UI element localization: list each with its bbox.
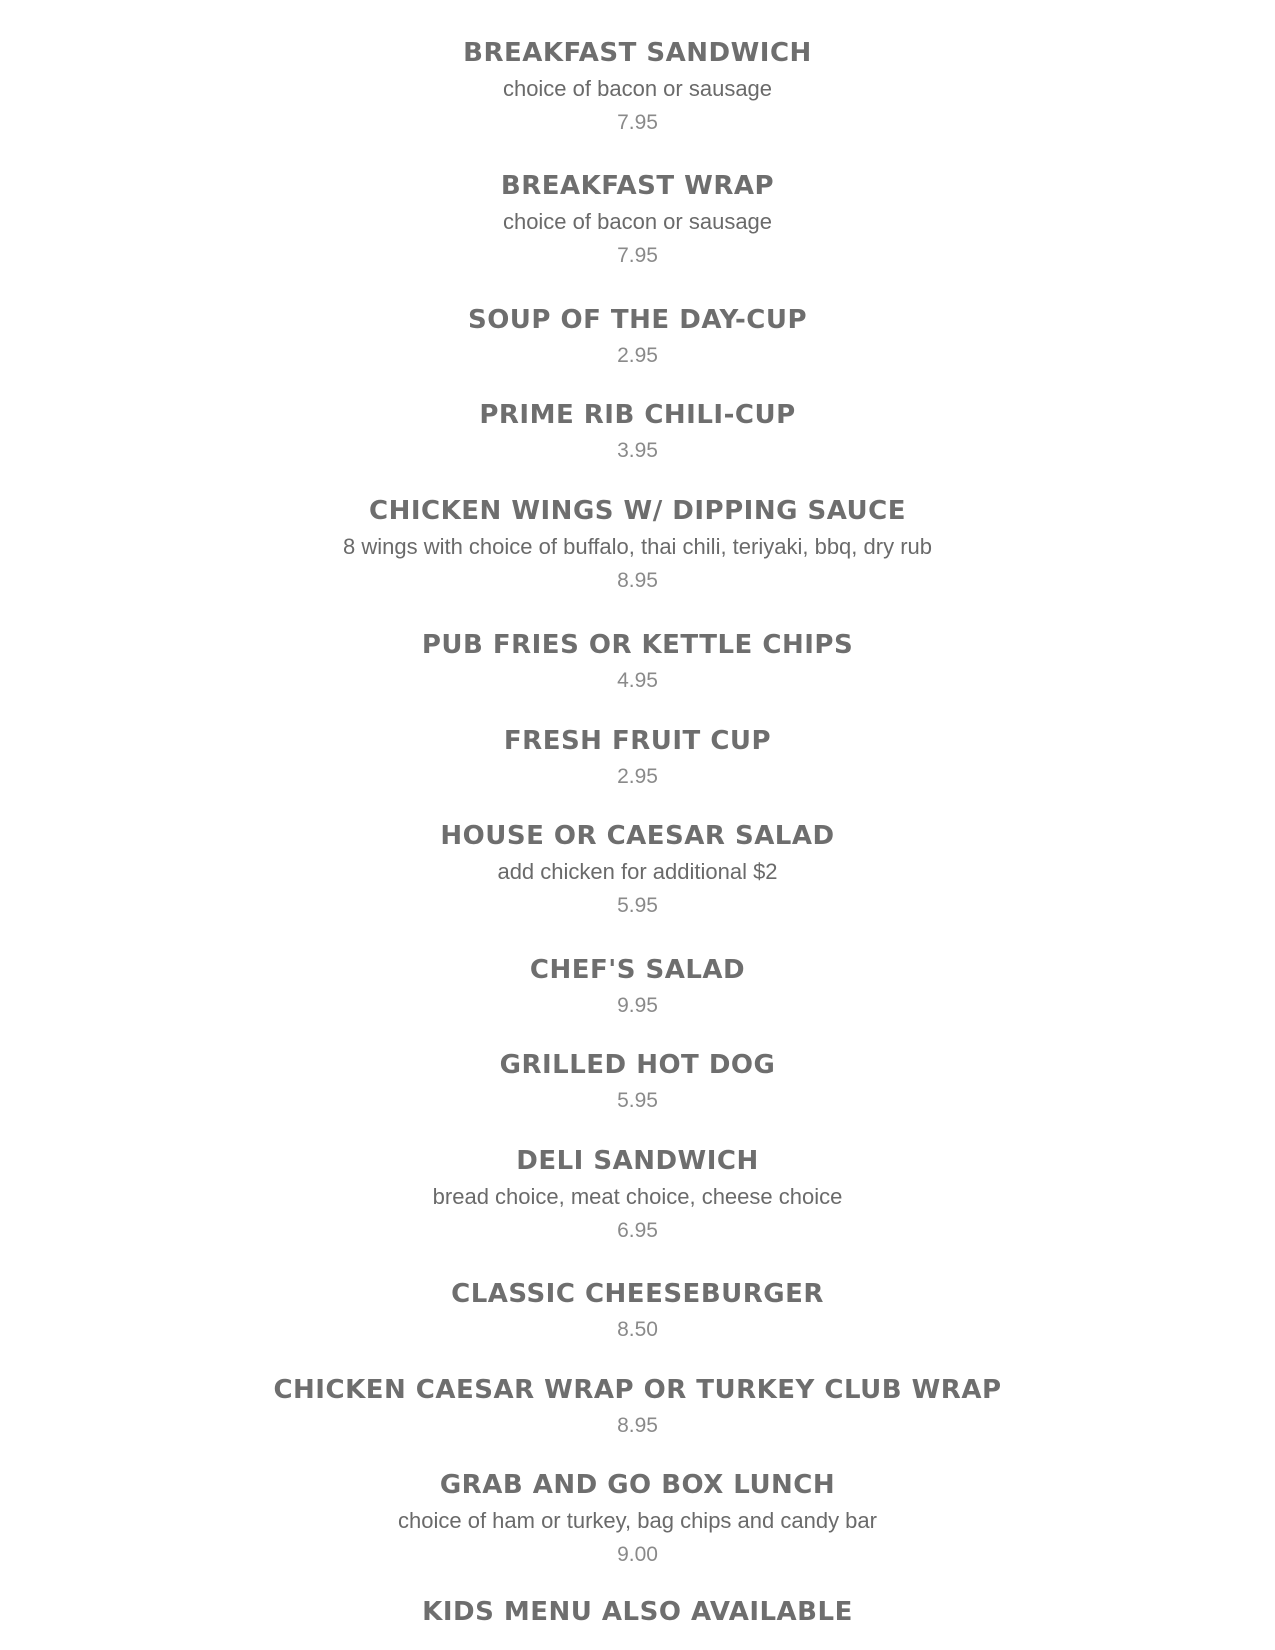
menu-item — [0, 1049, 1275, 1115]
menu-item — [0, 954, 1275, 1020]
item-description: choice of ham or turkey, bag chips and candy bar — [398, 1508, 877, 1533]
item-name: CHICKEN WINGS W/ DIPPING SAUCE — [369, 496, 906, 526]
item-description: choice of bacon or sausage — [502, 76, 773, 101]
item-name: CLASSIC CHEESEBURGER — [451, 1279, 824, 1309]
menu-item — [0, 304, 1275, 370]
item-name: FRESH FRUIT CUP — [503, 726, 772, 756]
item-price: 8.50 — [617, 1318, 658, 1341]
menu-item — [0, 1145, 1275, 1245]
menu-item — [0, 1469, 1275, 1569]
item-name: CHEF'S SALAD — [529, 955, 746, 985]
item-name: HOUSE OR CAESAR SALAD — [440, 821, 835, 851]
item-description: bread choice, meat choice, cheese choice — [432, 1184, 843, 1209]
item-name: BREAKFAST SANDWICH — [463, 38, 812, 68]
menu-item — [0, 1278, 1275, 1344]
item-description: add chicken for additional $2 — [497, 859, 778, 884]
kids-menu-note: KIDS MENU ALSO AVAILABLE — [422, 1597, 853, 1627]
item-name: SOUP OF THE DAY-CUP — [467, 305, 808, 335]
menu-item — [0, 495, 1275, 595]
item-price: 6.95 — [617, 1219, 658, 1242]
menu-item — [0, 725, 1275, 791]
item-price: 2.95 — [617, 344, 658, 367]
item-name: GRAB AND GO BOX LUNCH — [439, 1470, 836, 1500]
item-name: PUB FRIES OR KETTLE CHIPS — [421, 630, 854, 660]
item-price: 4.95 — [617, 669, 658, 692]
item-description: 8 wings with choice of buffalo, thai chili, teriyaki, bbq, dry rub — [342, 534, 932, 559]
item-description: choice of bacon or sausage — [502, 209, 773, 234]
item-price: 3.95 — [617, 439, 658, 462]
menu-item — [0, 37, 1275, 137]
item-price: 5.95 — [617, 894, 658, 917]
item-price: 8.95 — [617, 569, 658, 592]
item-price: 9.00 — [617, 1543, 658, 1566]
item-price: 7.95 — [617, 111, 658, 134]
item-name: GRILLED HOT DOG — [499, 1050, 776, 1080]
menu-item — [0, 1374, 1275, 1440]
item-price: 7.95 — [617, 244, 658, 267]
item-price: 8.95 — [617, 1414, 658, 1437]
menu-item — [0, 629, 1275, 695]
menu-item — [0, 170, 1275, 270]
item-name: CHICKEN CAESAR WRAP OR TURKEY CLUB WRAP — [273, 1375, 1002, 1405]
item-name: BREAKFAST WRAP — [500, 171, 775, 201]
item-name: DELI SANDWICH — [516, 1146, 759, 1176]
item-price: 9.95 — [617, 994, 658, 1017]
item-price: 2.95 — [617, 765, 658, 788]
menu-item — [0, 399, 1275, 465]
menu-item — [0, 820, 1275, 920]
item-name: PRIME RIB CHILI-CUP — [479, 400, 796, 430]
item-price: 5.95 — [617, 1089, 658, 1112]
